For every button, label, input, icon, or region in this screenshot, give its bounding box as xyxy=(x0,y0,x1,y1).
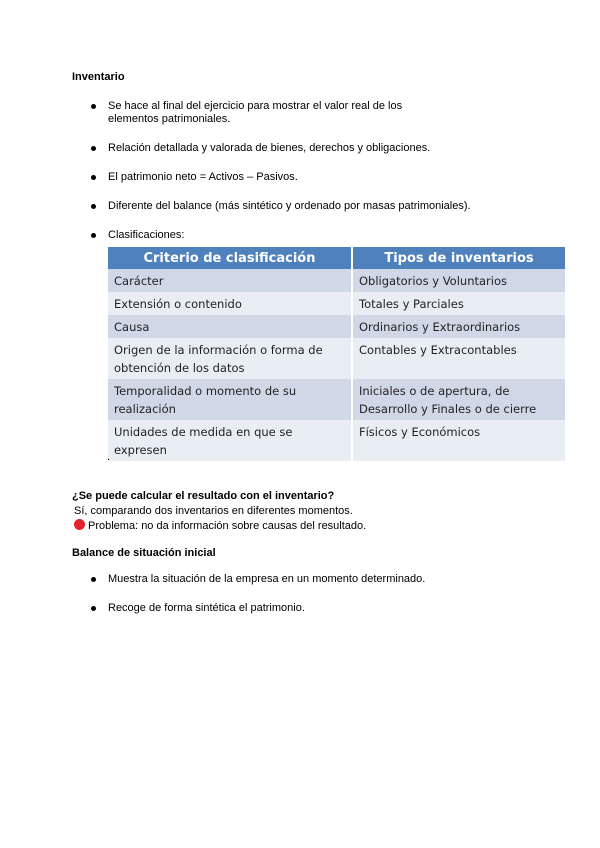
list-item: Relación detallada y valorada de bienes, derechos y obligaciones. xyxy=(72,142,542,155)
table-cell: Temporalidad o momento de su realización xyxy=(108,379,352,420)
table-row xyxy=(108,269,565,292)
table-cell: Físicos y Económicos xyxy=(352,420,565,461)
inventario-heading: Inventario xyxy=(72,71,125,83)
table-row xyxy=(108,315,565,338)
list-item: Se hace al final del ejercicio para mostrar el valor real de los elementos patrimoniales. xyxy=(72,100,438,126)
table-cell: Carácter xyxy=(108,269,352,292)
balance-heading: Balance de situación inicial xyxy=(72,547,216,559)
table-cell: Causa xyxy=(108,315,352,338)
table-header-row xyxy=(108,247,565,269)
trailing-dot: . xyxy=(107,451,111,463)
table-row xyxy=(108,420,565,461)
list-item: Recoge de forma sintética el patrimonio. xyxy=(72,602,542,615)
table-cell: Contables y Extracontables xyxy=(352,338,565,379)
table-header-tipos: Tipos de inventarios xyxy=(352,247,565,269)
resultado-problem-line xyxy=(74,519,366,533)
table-row xyxy=(108,292,565,315)
table-cell: Origen de la información o forma de obtención de los datos xyxy=(108,338,352,379)
list-item: El patrimonio neto = Activos – Pasivos. xyxy=(72,171,542,184)
table-row xyxy=(108,338,565,379)
table-cell: Obligatorios y Voluntarios xyxy=(352,269,565,292)
clasificaciones-table xyxy=(108,247,565,461)
table-cell: Ordinarios y Extraordinarios xyxy=(352,315,565,338)
table-cell: Unidades de medida en que se expresen xyxy=(108,420,352,461)
resultado-heading: ¿Se puede calcular el resultado con el inventario? xyxy=(72,490,335,502)
table-row xyxy=(108,379,565,420)
table-header-criterio: Criterio de clasificación xyxy=(108,247,352,269)
balance-bullet-list xyxy=(72,573,542,615)
resultado-problem-text: Problema: no da información sobre causas del resultado. xyxy=(88,520,367,532)
table-cell: Iniciales o de apertura, de Desarrollo y Finales o de cierre xyxy=(352,379,565,420)
red-circle-icon xyxy=(74,519,85,530)
table-cell: Extensión o contenido xyxy=(108,292,352,315)
resultado-answer: Sí, comparando dos inventarios en diferentes momentos. xyxy=(74,505,353,517)
list-item: Clasificaciones: xyxy=(72,229,542,242)
list-item: Diferente del balance (más sintético y ordenado por masas patrimoniales). xyxy=(72,200,542,213)
inventario-bullet-list xyxy=(72,100,542,242)
list-item: Muestra la situación de la empresa en un momento determinado. xyxy=(72,573,542,586)
table-cell: Totales y Parciales xyxy=(352,292,565,315)
